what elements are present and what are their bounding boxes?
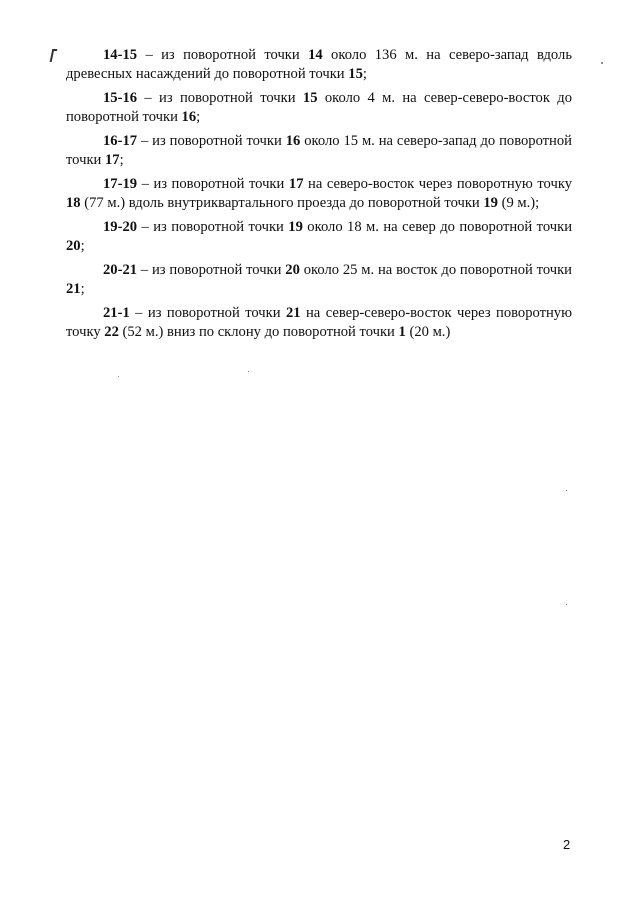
scan-speck	[566, 604, 567, 605]
bold-reference: 16-17	[103, 133, 138, 149]
bold-reference: 19	[288, 219, 303, 235]
bold-reference: 22	[104, 324, 119, 340]
paragraph-text: ;	[196, 109, 201, 125]
bold-reference: 21	[66, 281, 81, 297]
bold-reference: 20	[66, 238, 81, 254]
paragraph-text: ;	[80, 238, 85, 254]
document-body	[66, 46, 572, 347]
paragraph-text: на северо-восток через поворотную точку	[303, 176, 572, 192]
paragraph-text: – из поворотной точки	[137, 219, 289, 235]
paragraph-text: ;	[362, 66, 367, 82]
bold-reference: 20-21	[103, 262, 138, 278]
scan-speck	[566, 490, 567, 491]
bold-reference: 21	[285, 305, 301, 321]
route-segment-paragraph	[66, 218, 572, 256]
bold-reference: 19	[483, 195, 498, 211]
paragraph-text: – из поворотной точки	[137, 90, 303, 106]
paragraph-text: (52 м.) вниз по склону до поворотной точки	[118, 324, 399, 340]
bold-reference: 15	[302, 90, 318, 106]
paragraph-text: около 15 м. на северо-запад до поворотной точки	[66, 133, 572, 168]
bold-reference: 14	[308, 47, 323, 63]
paragraph-text: около 25 м. на восток до поворотной точки	[299, 262, 572, 278]
page-number: 2	[563, 837, 571, 852]
paragraph-text: около 4 м. на север-северо-восток до поворотной точки	[66, 90, 572, 125]
paragraph-text: – из поворотной точки	[137, 262, 286, 278]
paragraph-text: – из поворотной точки	[129, 305, 286, 321]
paragraph-text: ;	[80, 281, 85, 297]
bold-reference: 17	[105, 152, 120, 168]
bold-reference: 15-16	[103, 90, 138, 106]
bold-reference: 18	[66, 195, 81, 211]
paragraph-text: около 136 м. на северо-запад вдоль древесных насаждений до поворотной точки	[66, 47, 572, 82]
bold-reference: 17-19	[103, 176, 138, 192]
route-segment-paragraph	[66, 175, 572, 213]
bold-reference: 14-15	[103, 47, 138, 63]
bold-reference: 20	[285, 262, 300, 278]
paragraph-text: – из поворотной точки	[137, 176, 289, 192]
paragraph-text: (20 м.)	[405, 324, 451, 340]
bold-reference: 17	[288, 176, 304, 192]
bold-reference: 16	[285, 133, 301, 149]
route-segment-paragraph	[66, 261, 572, 299]
paragraph-text: (77 м.) вдоль внутриквартального проезда до поворотной точки	[80, 195, 484, 211]
bold-reference: 15	[348, 66, 363, 82]
margin-mark	[50, 49, 55, 62]
bold-reference: 1	[398, 324, 406, 340]
paragraph-text: ;	[119, 152, 124, 168]
route-segment-paragraph	[66, 304, 572, 342]
paragraph-text: около 18 м. на север до поворотной точки	[302, 219, 572, 235]
bold-reference: 21-1	[103, 305, 130, 321]
paragraph-text: – из поворотной точки	[137, 47, 309, 63]
paragraph-text: (9 м.);	[497, 195, 540, 211]
scan-speck	[248, 371, 249, 372]
route-segment-paragraph	[66, 89, 572, 127]
bold-reference: 19-20	[103, 219, 138, 235]
paragraph-text: – из поворотной точки	[137, 133, 286, 149]
bold-reference: 16	[181, 109, 197, 125]
scan-speck	[601, 62, 603, 64]
route-segment-paragraph	[66, 132, 572, 170]
scan-speck	[118, 376, 119, 377]
route-segment-paragraph	[66, 46, 572, 84]
paragraph-text: на север-северо-восток через поворотную точку	[66, 305, 572, 340]
